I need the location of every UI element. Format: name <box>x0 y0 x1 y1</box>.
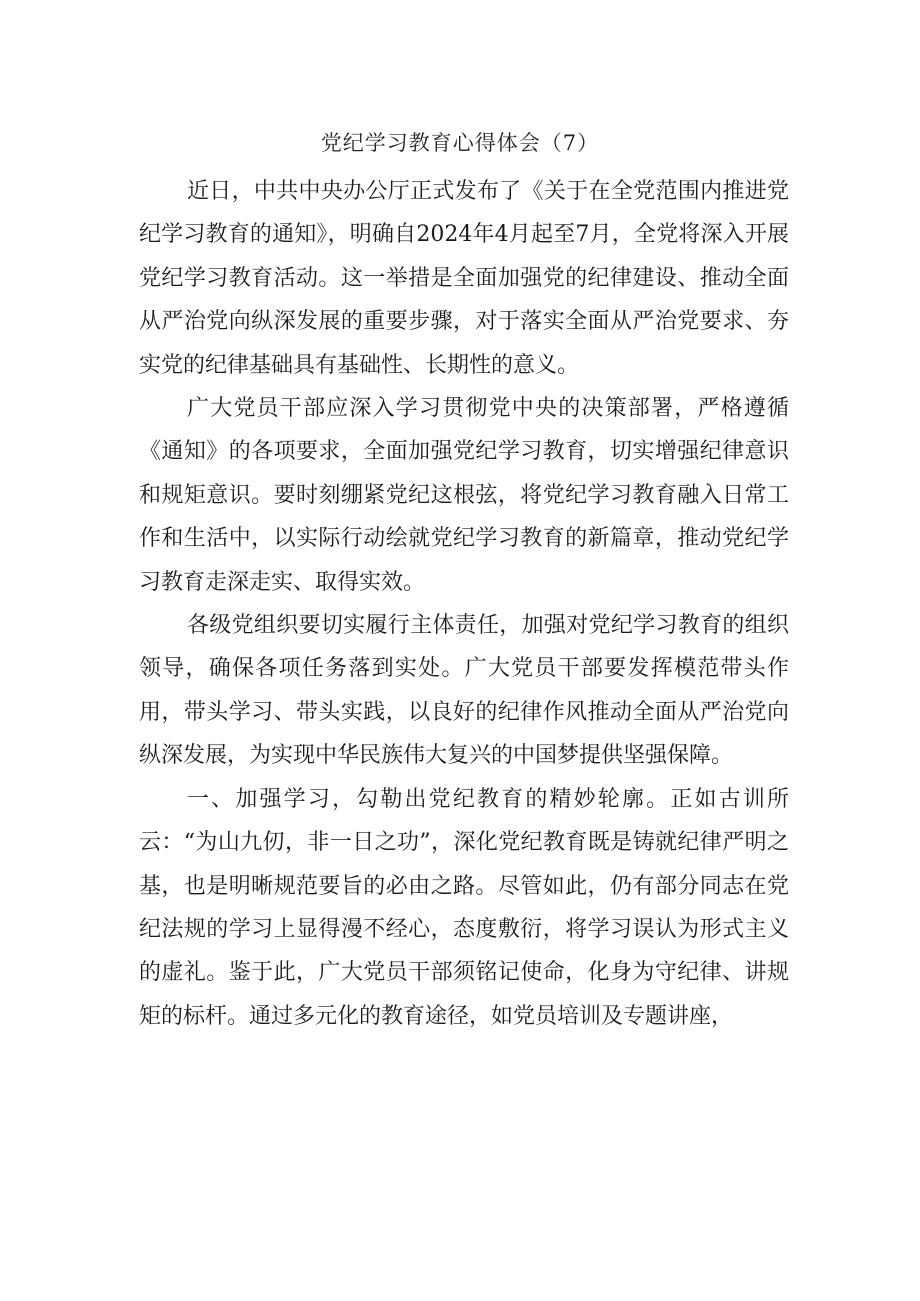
document-body <box>139 170 789 1038</box>
paragraph-3: 各级党组织要切实履行主体责任，加强对党纪学习教育的组织领导，确保各项任务落到实处。广大党员干部要发挥模范带头作用，带头学习、带头实践，以良好的纪律作风推动全面从严治党向纵深发展，为实现中华民族伟大复兴的中国梦提供坚强保障。 <box>139 613 789 769</box>
paragraph-4: 一、加强学习，勾勒出党纪教育的精妙轮廓。正如古训所云：“为山九仞，非一日之功”，深化党纪教育既是铸就纪律严明之基，也是明晰规范要旨的必由之路。尽管如此，仍有部分同志在党纪法规的学习上显得漫不经心，态度敷衍，将学习误认为形式主义的虚礼。鉴于此，广大党员干部须铭记使命，化身为守纪律、讲规矩的标杆。通过多元化的教育途径，如党员培训及专题讲座， <box>139 786 789 1029</box>
paragraph-1: 近日，中共中央办公厅正式发布了《关于在全党范围内推进党纪学习教育的通知》，明确自2024年4月起至7月，全党将深入开展党纪学习教育活动。这一举措是全面加强党的纪律建设、推动全面从严治党向纵深发展的重要步骤，对于落实全面从严治党要求、夯实党的纪律基础具有基础性、长期性的意义。 <box>139 179 790 378</box>
document-title: 党纪学习教育心得体会（7） <box>320 131 600 155</box>
paragraph-2: 广大党员干部应深入学习贯彻党中央的决策部署，严格遵循《通知》的各项要求，全面加强党纪学习教育，切实增强纪律意识和规矩意识。要时刻绷紧党纪这根弦，将党纪学习教育融入日常工作和生活中，以实际行动绘就党纪学习教育的新篇章，推动党纪学习教育走深走实、取得实效。 <box>139 396 789 595</box>
